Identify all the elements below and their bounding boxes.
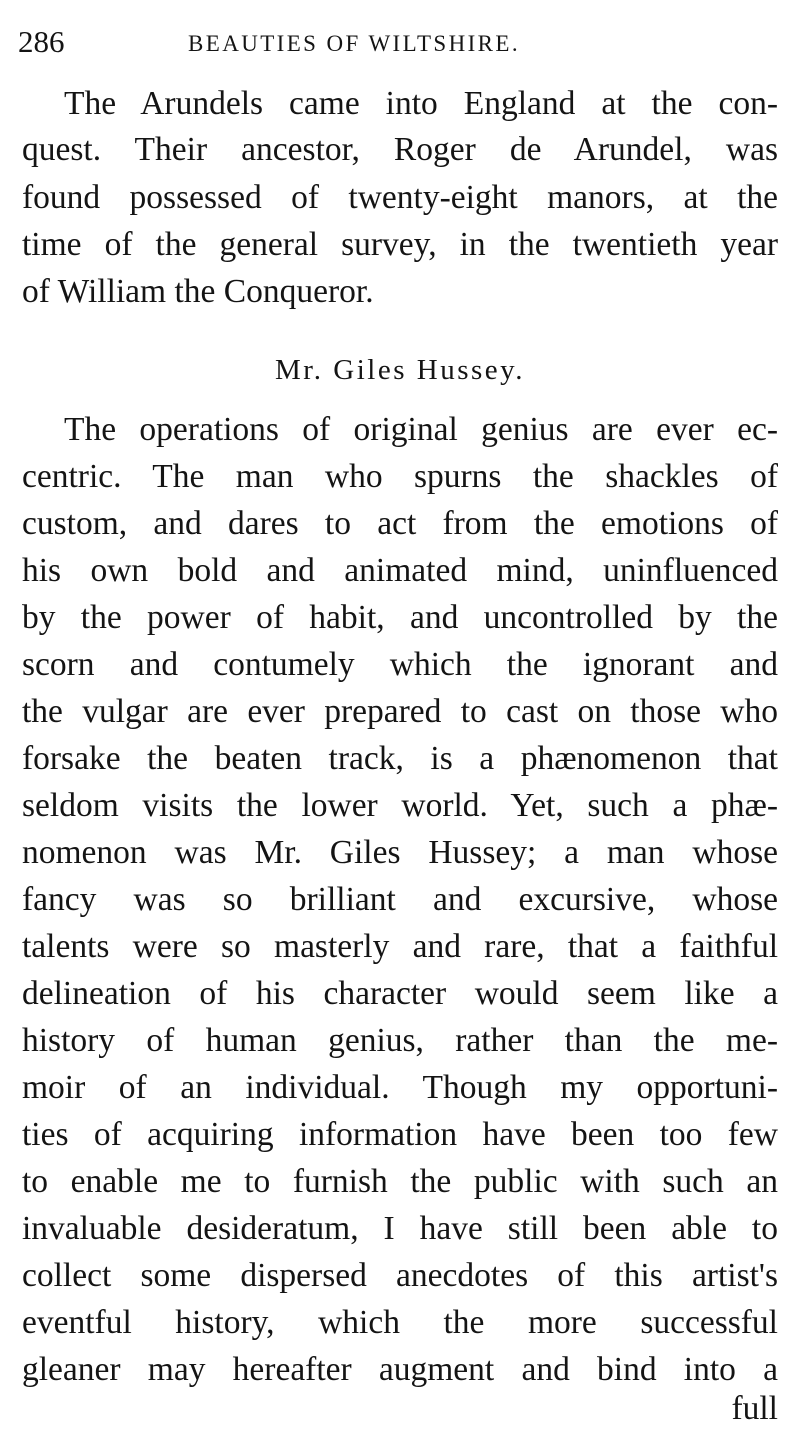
text-line: time of the general survey, in the twentieth year: [22, 226, 778, 263]
text-line: seldom visits the lower world. Yet, such a phæ-: [22, 787, 778, 824]
text-line: The operations of original genius are ever ec-: [64, 411, 778, 448]
text-line: fancy was so brilliant and excursive, whose: [22, 881, 778, 918]
running-head: [18, 22, 778, 62]
text-line: to enable me to furnish the public with such an: [22, 1163, 778, 1200]
text-line: history of human genius, rather than the me-: [22, 1022, 778, 1059]
text-line: scorn and contumely which the ignorant and: [22, 646, 778, 683]
text-line: by the power of habit, and uncontrolled by the: [22, 599, 778, 636]
text-line: eventful history, which the more successful: [22, 1304, 778, 1341]
text-line: custom, and dares to act from the emotions of: [22, 505, 778, 542]
text-line: delineation of his character would seem like a: [22, 975, 778, 1012]
text-line: ties of acquiring information have been too few: [22, 1116, 778, 1153]
text-line: found possessed of twenty-eight manors, at the: [22, 179, 778, 216]
text-line: invaluable desideratum, I have still been able to: [22, 1210, 778, 1247]
text-line: centric. The man who spurns the shackles of: [22, 458, 778, 495]
text-line: talents were so masterly and rare, that a faithful: [22, 928, 778, 965]
text-line: his own bold and animated mind, uninfluenced: [22, 552, 778, 589]
text-line: of William the Conqueror.: [22, 273, 374, 310]
text-line: forsake the beaten track, is a phænomenon that: [22, 740, 778, 777]
section-heading: Mr. Giles Hussey.: [274, 354, 526, 386]
text-line: quest. Their ancestor, Roger de Arundel, was: [22, 131, 778, 168]
text-line: the vulgar are ever prepared to cast on those who: [22, 693, 778, 730]
text-line: gleaner may hereafter augment and bind into a: [22, 1351, 778, 1388]
text-line: nomenon was Mr. Giles Hussey; a man whose: [22, 834, 778, 871]
text-line: collect some dispersed anecdotes of this artist's: [22, 1257, 778, 1294]
page-number: 286: [18, 24, 65, 59]
text-line: moir of an individual. Though my opportuni-: [22, 1069, 778, 1106]
text-line: The Arundels came into England at the con-: [64, 85, 778, 122]
catchword: full: [731, 1390, 778, 1427]
running-title: BEAUTIES OF WILTSHIRE.: [188, 31, 521, 56]
